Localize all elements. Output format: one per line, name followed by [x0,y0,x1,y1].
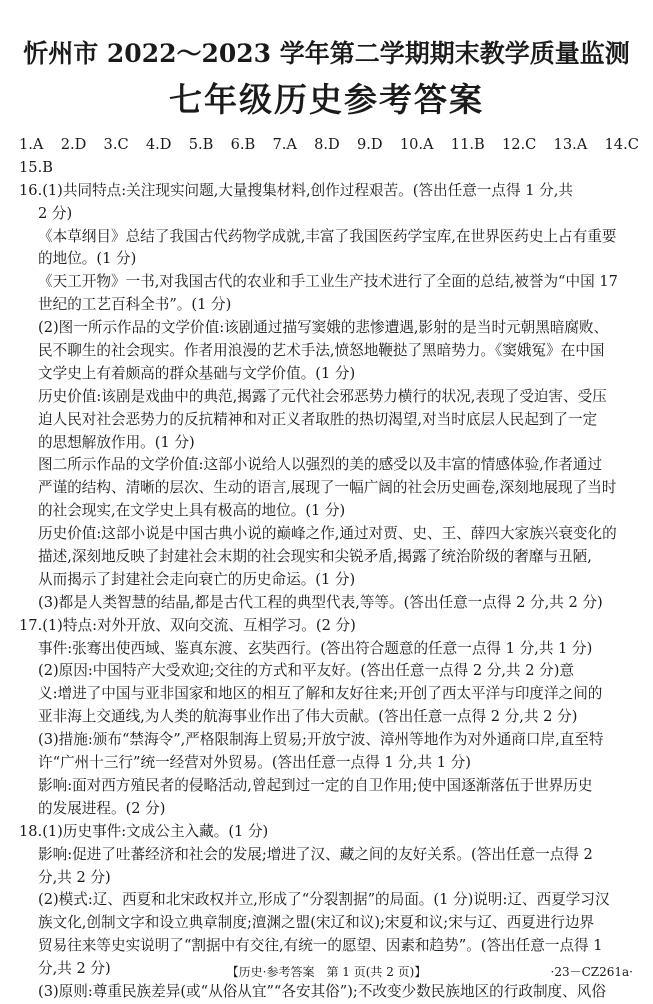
answer-line: 分,共 2 分) [38,868,111,886]
answer-line: 严谨的结构、清晰的层次、生动的语言,展现了一幅广阔的社会历史画卷,深刻地展现了当时 [38,479,617,497]
mc-answer: 11.B [450,136,485,153]
footer-page-info: 【历史·参考答案 第 1 页(共 2 页)】 [226,965,427,979]
answer-line: 描述,深刻地反映了封建社会末期的社会现实和尖锐矛盾,揭露了统治阶级的奢靡与丑陋, [38,548,592,566]
answer-line: 的思想解放作用。(1 分) [38,433,195,451]
mc-answer-last: 15.B [19,158,53,176]
mc-answer: 7.A [272,136,297,153]
mc-answer: 3.C [103,136,129,153]
multiple-choice-answers [19,134,639,157]
exam-title: 忻州市 2022～2023 学年第二学期期末教学质量监测 [23,39,630,68]
answer-line: 的社会现实,在文学史上具有极高的地位。(1 分) [38,502,346,520]
mc-answer: 14.C [604,136,639,153]
mc-answer: 4.D [145,136,172,153]
answer-line: 事件:张骞出使西域、鉴真东渡、玄奘西行。(答出符合题意的任意一点得 1 分,共 1 分) [38,639,593,657]
answer-line: (2)模式:辽、西夏和北宋政权并立,形成了“分裂割据”的局面。(1 分)说明:辽、西夏学习汉 [38,891,610,909]
mc-answer: 1.A [19,136,44,153]
footer-code: ·23－CZ261a· [550,965,633,979]
mc-answer: 10.A [399,136,434,153]
answer-line: 影响:面对西方殖民者的侵略活动,曾起到过一定的自卫作用;使中国逐渐落伍于世界历史 [38,776,593,794]
answer-line: 的发展进程。(2 分) [38,799,166,817]
answer-line: 族文化,创制文字和设立典章制度;澶渊之盟(宋辽和议);宋夏和议;宋与辽、西夏进行边界 [38,914,595,932]
answer-line: 《本草纲目》总结了我国古代药物学成就,丰富了我国医药学宝库,在世界医药史上占有重要 [38,227,617,245]
page-footer [0,963,653,983]
answer-key-title: 七年级历史参考答案 [169,80,484,119]
answer-line: 影响:促进了吐蕃经济和社会的发展;增进了汉、藏之间的友好关系。(答出任意一点得 2 [38,845,593,863]
answer-line: 17.(1)特点:对外开放、双向交流、互相学习。(2 分) [19,616,356,634]
answer-line: 文学史上有着颇高的群众基础与文学价值。(1 分) [38,364,356,382]
answer-line: 民不聊生的社会现实。作者用浪漫的艺术手法,愤怒地鞭挞了黑暗势力。《窦娥冤》在中国 [38,342,605,360]
answer-line: 图二所示作品的文学价值:这部小说给人以强烈的美的感受以及丰富的情感体验,作者通过 [38,456,603,474]
mc-answer: 2.D [60,136,87,153]
mc-answer: 8.D [314,136,340,153]
answer-line: 迫人民对社会恶势力的反抗精神和对正义者取胜的热切渴望,对当时底层人民起到了一定 [38,410,598,428]
answer-line: (2)图一所示作品的文学价值:该剧通过描写窦娥的悲惨遭遇,影射的是当时元朝黑暗腐败、 [38,319,609,337]
answer-line: 从而揭示了封建社会走向衰亡的历史命运。(1 分) [38,570,356,588]
mc-answer: 13.A [553,136,588,153]
mc-answer: 9.D [356,136,383,153]
answer-line: 历史价值:该剧是戏曲中的典范,揭露了元代社会邪恶势力横行的状况,表现了受迫害、受压 [38,387,607,405]
answer-line: 世纪的工艺百科全书”。(1 分) [38,296,232,314]
answer-line: 的地位。(1 分) [38,250,137,268]
answer-line: 许“广州十三行”统一经营对外贸易。(答出任意一点得 1 分,共 1 分) [38,754,471,772]
answer-line: 2 分) [38,204,73,222]
mc-answer: 12.C [501,136,537,153]
answer-line: (3)都是人类智慧的结晶,都是古代工程的典型代表,等等。(答出任意一点得 2 分,共 2 分) [38,593,603,611]
answer-line: 分,共 2 分) [38,960,111,978]
answer-line: 18.(1)历史事件:文成公主入藏。(1 分) [19,822,269,840]
answer-line: 历史价值:这部小说是中国古典小说的巅峰之作,通过对贾、史、王、薛四大家族兴衰变化的 [38,525,617,543]
mc-answer: 6.B [230,136,256,153]
answer-line: 贸易往来等史实说明了“割据中有交往,有统一的愿望、因素和趋势”。(答出任意一点得 1 [38,937,603,955]
answer-line: 义:增进了中国与亚非国家和地区的相互了解和友好往来;开创了西太平洋与印度洋之间的 [38,685,603,703]
answer-line: 亚非海上交通线,为人类的航海事业作出了伟大贡献。(答出任意一点得 2 分,共 2 分) [38,708,578,726]
answer-line: (3)措施:颁布“禁海令”,严格限制海上贸易;开放宁波、漳州等地作为对外通商口岸,直至特 [38,731,604,749]
answer-line: (2)原因:中国特产大受欢迎;交往的方式和平友好。(答出任意一点得 2 分,共 2 分)意 [38,662,575,680]
answer-body [19,134,639,1004]
answer-line: 16.(1)共同特点:关注现实问题,大量搜集材料,创作过程艰苦。(答出任意一点得 1 分,共 [19,181,573,199]
mc-answer: 5.B [188,136,214,153]
answer-line: 《天工开物》一书,对我国古代的农业和手工业生产技术进行了全面的总结,被誉为“中国 17 [38,273,618,291]
answer-line: (3)原则:尊重民族差异(或“从俗从宜”“各安其俗”);不改变少数民族地区的行政制度、风俗 [38,982,606,1000]
